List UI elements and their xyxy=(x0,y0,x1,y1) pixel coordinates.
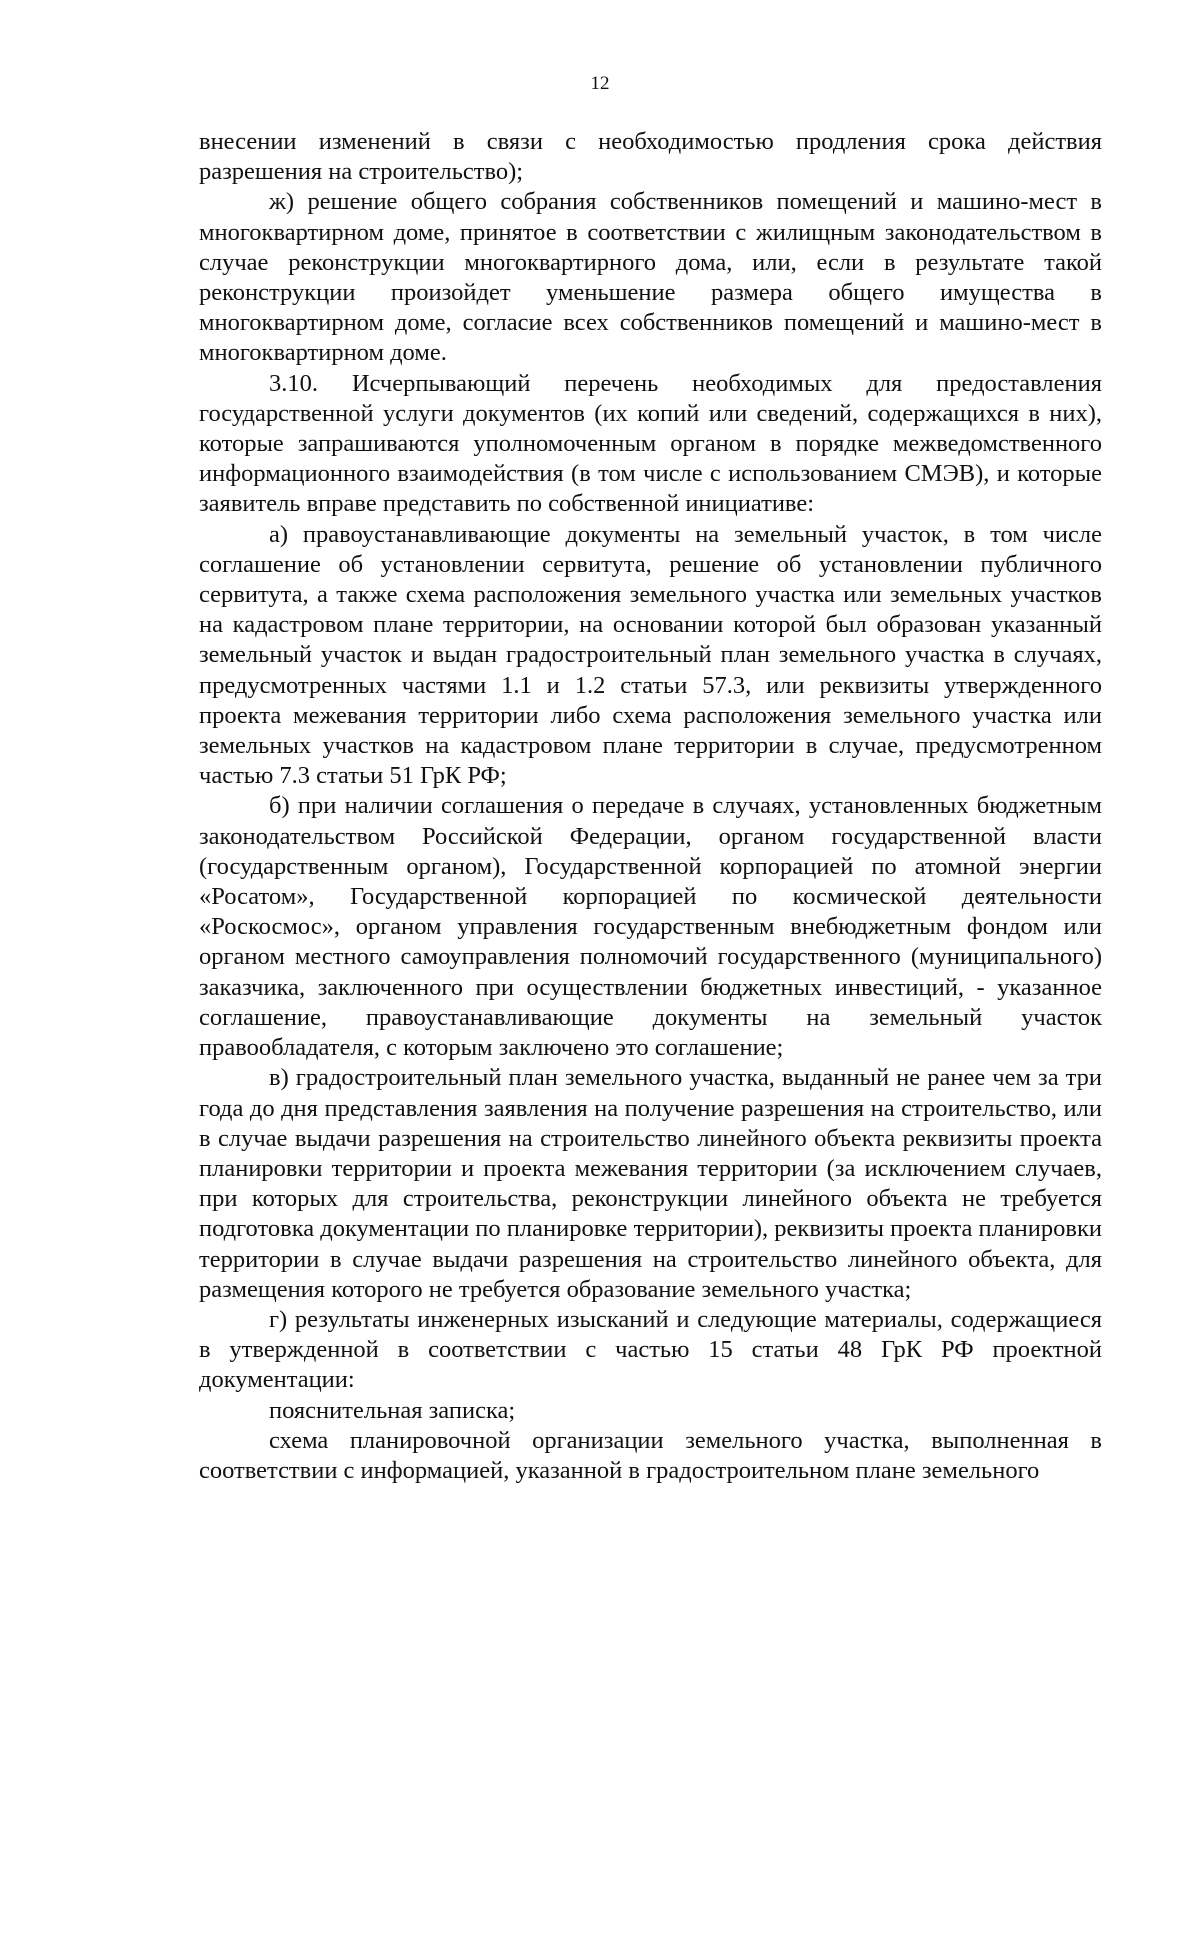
paragraph-item-v: в) градостроительный план земельного участка, выданный не ранее чем за три года до дня представления заявления на получение разрешения на строительство, или в случае выдачи разрешения на строительство линейного объекта реквизиты проекта планировки территории и проекта межевания территории (за исключением случаев, при которых для строительства, реконструкции линейного объекта не требуется подготовка документации по планировке территории), реквизиты проекта планировки территории в случае выдачи разрешения на строительство линейного объекта, для размещения которого не требуется образование земельного участка; xyxy=(199,1064,1102,1303)
paragraph-site-plan-scheme: схема планировочной организации земельного участка, выполненная в соответствии с информацией, указанной в градостроительном плане земельного xyxy=(199,1426,1102,1484)
page-number: 12 xyxy=(590,73,610,94)
document-body xyxy=(199,127,1102,1486)
paragraph-continuation: внесении изменений в связи с необходимостью продления срока действия разрешения на строительство); xyxy=(199,128,1102,186)
paragraph-item-zh: ж) решение общего собрания собственников помещений и машино-мест в многоквартирном доме, принятое в соответствии с жилищным законодательством в случае реконструкции многоквартирного дома, или, если в результате такой реконструкции произойдет уменьшение размера общего имущества в многоквартирном доме, согласие всех собственников помещений и машино-мест в многоквартирном доме. xyxy=(199,188,1102,367)
paragraph-item-g: г) результаты инженерных изысканий и следующие материалы, содержащиеся в утвержденной в соответствии с частью 15 статьи 48 ГрК РФ проектной документации: xyxy=(199,1305,1102,1394)
paragraph-item-b: б) при наличии соглашения о передаче в случаях, установленных бюджетным законодательством Российской Федерации, органом государственной власти (государственным органом), Государственной корпорацией по атомной энергии «Росатом», Государственной корпорацией по космической деятельности «Роскосмос», органом управления государственным внебюджетным фондом или органом местного самоуправления полномочий государственного (муниципального) заказчика, заключенного при осуществлении бюджетных инвестиций, - указанное соглашение, правоустанавливающие документы на земельный участок правообладателя, с которым заключено это соглашение; xyxy=(199,792,1102,1062)
paragraph-explanatory-note: пояснительная записка; xyxy=(269,1396,516,1424)
paragraph-section-3-10: 3.10. Исчерпывающий перечень необходимых для предоставления государственной услуги документов (их копий или сведений, содержащихся в них), которые запрашиваются уполномоченным органом в порядке межведомственного информационного взаимодействия (в том числе с использованием СМЭВ), и которые заявитель вправе представить по собственной инициативе: xyxy=(199,369,1102,518)
paragraph-item-a: а) правоустанавливающие документы на земельный участок, в том числе соглашение об установлении сервитута, решение об установлении публичного сервитута, а также схема расположения земельного участка или земельных участков на кадастровом плане территории, на основании которой был образован указанный земельный участок и выдан градостроительный план земельного участка в случаях, предусмотренных частями 1.1 и 1.2 статьи 57.3, или реквизиты утвержденного проекта межевания территории либо схема расположения земельного участка или земельных участков на кадастровом плане территории в случае, предусмотренном частью 7.3 статьи 51 ГрК РФ; xyxy=(199,520,1102,790)
